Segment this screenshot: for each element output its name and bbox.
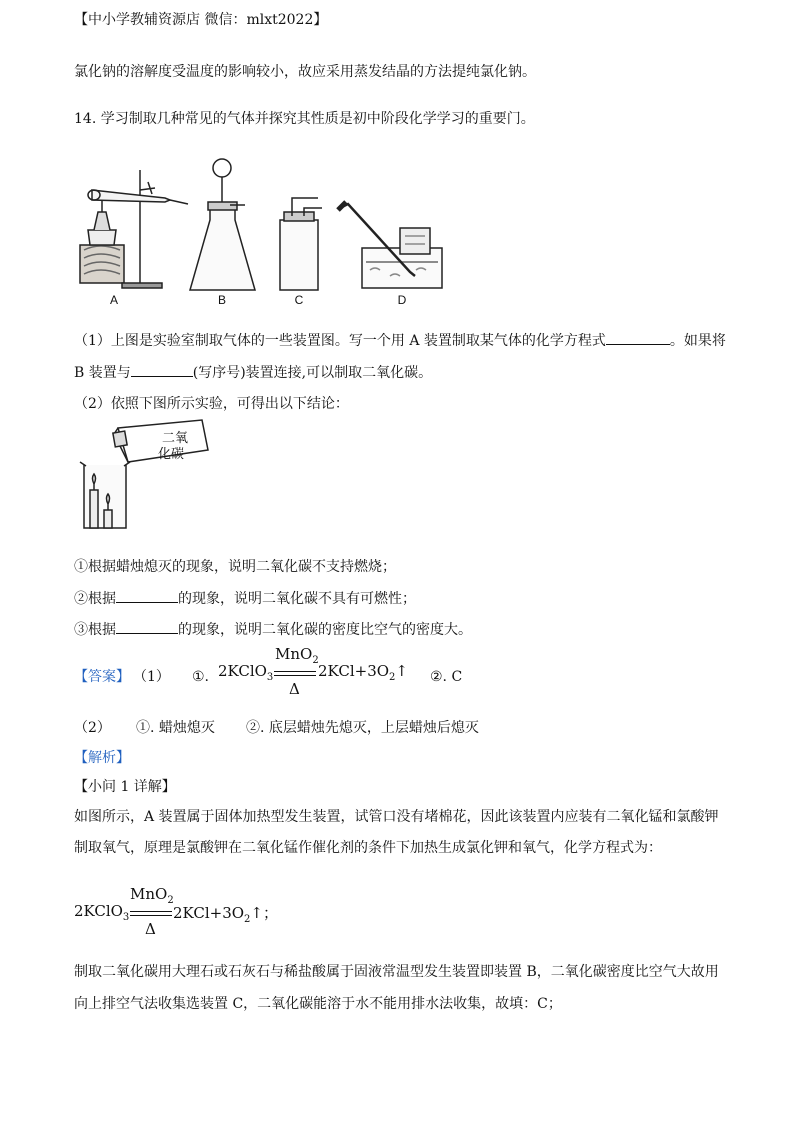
part1-text-a: （1）上图是实验室制取气体的一些装置图。写一个用 A 装置制取某气体的化学方程式 (74, 333, 606, 349)
eq-left-sub: 3 (266, 672, 274, 683)
part1-line1 (74, 330, 726, 351)
blank-conclusion-2[interactable] (116, 588, 178, 603)
answer-part1: （1） (133, 669, 170, 685)
eq-heat: Δ (289, 680, 300, 698)
header-source: 【中小学教辅资源店 微信：mlxt2022】 (74, 12, 328, 28)
previous-answer-line: 氯化钠的溶解度受温度的影响较小，故应采用蒸发结晶的方法提纯氯化钠。 (74, 64, 536, 80)
bottle-label-1: 二氧 (162, 431, 189, 446)
answer-item2-1: ①. 蜡烛熄灭 (136, 720, 215, 736)
answer-item1-num: ①. (192, 669, 210, 685)
apparatus-label-b: B (217, 293, 227, 307)
answer-item2: ②. C (430, 669, 463, 685)
analysis-line2: 制取氧气，原理是氯酸钾在二氧化锰作催化剂的条件下加热生成氯化钾和氧气，化学方程式为： (74, 840, 662, 856)
apparatus-label-a: A (109, 293, 119, 307)
apparatus-c (280, 198, 322, 290)
analysis-tag: 【解析】 (74, 750, 130, 766)
question-title: 14. 学习制取几种常见的气体并探究其性质是初中阶段化学学习的重要门。 (74, 111, 535, 127)
analysis-subtitle: 【小问 1 详解】 (74, 779, 176, 795)
eq-catalyst-sub: 2 (312, 655, 319, 666)
gas-arrow: ↑ (395, 662, 408, 680)
conclusion-2-b: 的现象，说明二氧化碳不具有可燃性； (178, 591, 416, 607)
eq2-double-line (130, 911, 172, 916)
apparatus-a (80, 170, 188, 288)
conclusion-2-a: ②根据 (74, 591, 116, 607)
co2-pour-figure (74, 420, 224, 532)
part1-line2 (74, 362, 432, 383)
eq-left: 2KClO (218, 662, 267, 680)
analysis-line3: 制取二氧化碳用大理石或石灰石与稀盐酸属于固液常温型发生装置即装置 B，二氧化碳密度比空气大故用 (74, 964, 719, 980)
apparatus-figure (70, 150, 470, 310)
eq2-left: 2KClO (74, 902, 123, 920)
gas-arrow-2: ↑ (250, 904, 263, 922)
answer-part2: （2） (74, 720, 111, 736)
analysis-line1: 如图所示，A 装置属于固体加热型发生装置，试管口没有堵棉花，因此该装置内应装有二氧化锰和氯酸钾 (74, 809, 719, 825)
eq2-left-sub: 3 (122, 912, 130, 923)
apparatus-d (338, 202, 442, 288)
analysis-line4: 向上排空气法收集选装置 C，二氧化碳能溶于水不能用排水法收集，故填：C； (74, 996, 562, 1012)
eq-double-line (274, 671, 316, 676)
apparatus-label-d: D (397, 293, 407, 307)
eq-catalyst: MnO (275, 645, 313, 663)
part1-text-b: 。如果将 (669, 333, 726, 349)
eq2-catalyst: MnO (130, 885, 168, 903)
eq2-heat: Δ (145, 920, 156, 938)
part1-text-d: (写序号)装置连接,可以制取二氧化碳。 (192, 365, 433, 381)
conclusion-3-a: ③根据 (74, 622, 116, 638)
apparatus-b (190, 159, 255, 290)
apparatus-label-c: C (294, 293, 304, 307)
answer-item2-2: ②. 底层蜡烛先熄灭，上层蜡烛后熄灭 (246, 720, 479, 736)
eq-right-sub: 2 (389, 672, 396, 683)
part2-line: （2）依照下图所示实验，可得出以下结论： (74, 396, 349, 412)
blank-conclusion-3[interactable] (116, 619, 178, 634)
eq2-right-sub: 2 (244, 914, 251, 925)
eq2-right: 2KCl+3O (173, 904, 245, 922)
conclusion-3 (74, 619, 472, 640)
answer-tag: 【答案】 (74, 669, 130, 685)
bottle-label-2: 化碳 (158, 447, 185, 462)
conclusion-3-b: 的现象，说明二氧化碳的密度比空气的密度大。 (178, 622, 472, 638)
blank-equation[interactable] (606, 330, 670, 345)
eq2-catalyst-sub: 2 (167, 895, 174, 906)
eq2-suffix: ； (262, 904, 278, 922)
eq-right: 2KCl+3O (318, 662, 390, 680)
blank-device[interactable] (131, 362, 193, 377)
conclusion-2 (74, 588, 416, 609)
conclusion-1: ①根据蜡烛熄灭的现象，说明二氧化碳不支持燃烧； (74, 559, 396, 575)
part1-text-c: B 装置与 (74, 365, 131, 381)
